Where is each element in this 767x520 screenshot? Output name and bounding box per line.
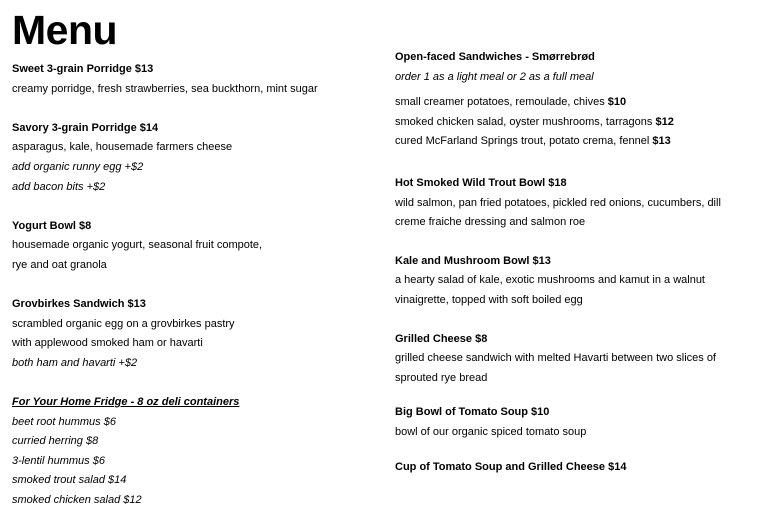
item-description: a hearty salad of kale, exotic mushrooms and kamut in a walnut xyxy=(395,274,705,287)
item-addon: both ham and havarti +$2 xyxy=(12,356,138,369)
section-note: order 1 as a light meal or 2 as a full meal xyxy=(395,70,594,83)
item-description: grilled cheese sandwich with melted Havarti between two slices of xyxy=(395,352,716,365)
list-item xyxy=(395,93,740,113)
menu-item-tomato-soup xyxy=(395,403,740,442)
item-description: sprouted rye bread xyxy=(395,371,488,384)
item-price: $10 xyxy=(607,96,627,109)
item-heading: Kale and Mushroom Bowl $13 xyxy=(395,254,551,267)
item-text: small creamer potatoes, remoulade, chives xyxy=(395,96,608,109)
list-item: 3-lentil hummus $6 xyxy=(12,454,105,467)
list-item xyxy=(395,132,740,152)
item-description: vinaigrette, topped with soft boiled egg xyxy=(395,293,583,306)
item-description: housemade organic yogurt, seasonal fruit compote, xyxy=(12,239,263,252)
list-item: curried herring $8 xyxy=(12,435,99,448)
item-description: creme fraiche dressing and salmon roe xyxy=(395,216,586,229)
list-item: smoked chicken salad $12 xyxy=(12,494,142,507)
item-heading: Yogurt Bowl $8 xyxy=(12,219,92,232)
list-item xyxy=(395,113,740,133)
item-heading: Savory 3-grain Porridge $14 xyxy=(12,121,159,134)
right-column xyxy=(395,48,740,477)
item-heading: Grilled Cheese $8 xyxy=(395,332,488,345)
item-description: asparagus, kale, housemade farmers cheese xyxy=(12,141,233,154)
menu-item-soup-combo xyxy=(395,458,740,478)
item-description: scrambled organic egg on a grovbirkes pastry xyxy=(12,317,235,330)
section-heading: Open-faced Sandwiches - Smørrebrød xyxy=(395,51,595,63)
item-text: cured McFarland Springs trout, potato crema, fennel xyxy=(395,135,653,148)
item-description: creamy porridge, fresh strawberries, sea buckthorn, mint sugar xyxy=(12,82,318,95)
item-text: smoked chicken salad, oyster mushrooms, tarragons xyxy=(395,115,656,128)
item-addon: add bacon bits +$2 xyxy=(12,180,106,193)
item-description: rye and oat granola xyxy=(12,258,107,271)
section-smorrebrod xyxy=(395,48,740,152)
item-price: $12 xyxy=(655,115,674,128)
item-addon: add organic runny egg +$2 xyxy=(12,160,144,173)
item-description: with applewood smoked ham or havarti xyxy=(12,337,203,350)
item-heading: Big Bowl of Tomato Soup $10 xyxy=(395,406,550,419)
section-heading: For Your Home Fridge - 8 oz deli containers xyxy=(12,396,240,409)
item-heading: Cup of Tomato Soup and Grilled Cheese $14 xyxy=(395,460,627,473)
menu-item-sweet-porridge xyxy=(12,60,382,99)
item-description: wild salmon, pan fried potatoes, pickled red onions, cucumbers, dill xyxy=(395,196,721,209)
item-heading: Sweet 3-grain Porridge $13 xyxy=(12,63,154,75)
item-heading: Grovbirkes Sandwich $13 xyxy=(12,298,146,311)
section-home-fridge xyxy=(12,393,382,511)
menu-item-kale-bowl xyxy=(395,252,740,311)
list-item: smoked trout salad $14 xyxy=(12,474,127,487)
menu-item-grilled-cheese xyxy=(395,330,740,389)
menu-item-grovbirkes-sandwich xyxy=(12,295,382,373)
item-price: $13 xyxy=(652,135,671,148)
item-description: bowl of our organic spiced tomato soup xyxy=(395,425,587,438)
menu-item-savory-porridge xyxy=(12,119,382,197)
menu-item-yogurt-bowl xyxy=(12,217,382,276)
list-item: beet root hummus $6 xyxy=(12,415,116,428)
menu-item-trout-bowl xyxy=(395,174,740,233)
item-heading: Hot Smoked Wild Trout Bowl $18 xyxy=(395,176,567,189)
left-column xyxy=(12,60,382,511)
page-title: Menu xyxy=(12,7,118,53)
